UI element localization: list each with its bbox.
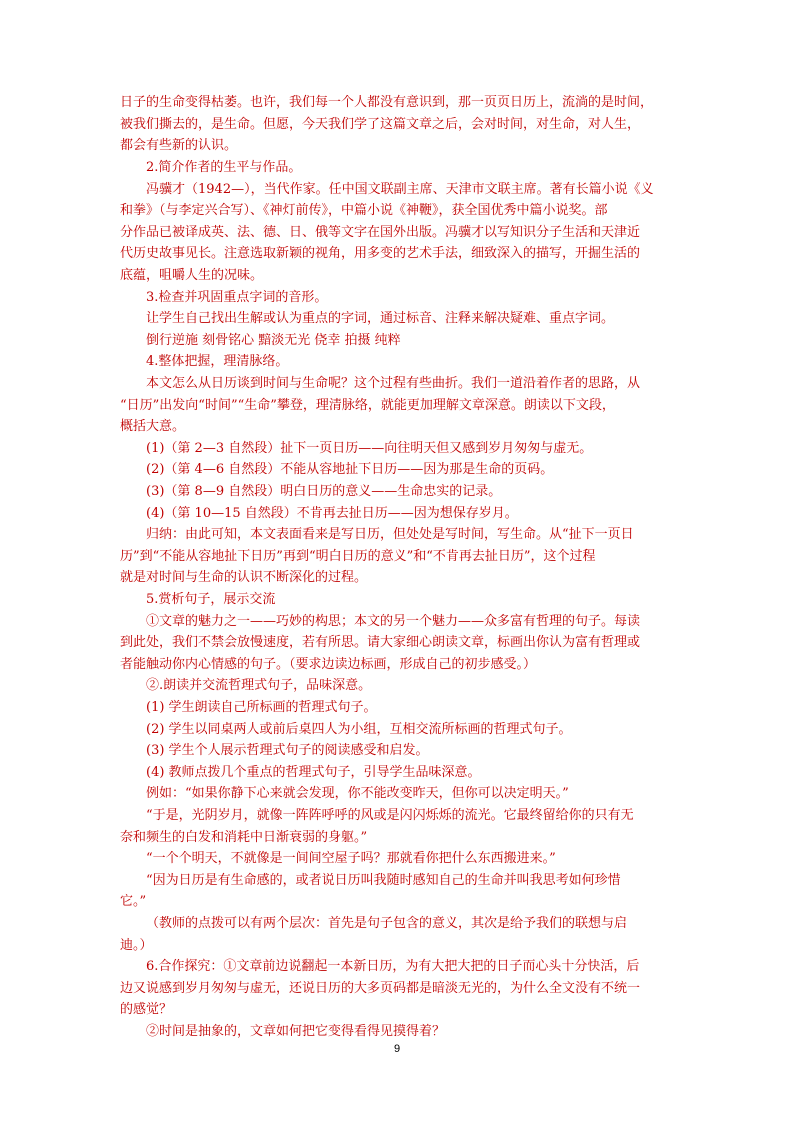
text-line: 代历史故事见长。注意选取新颖的视角，用多变的艺术手法，细致深入的描写，开掘生活的: [120, 246, 641, 261]
text-line: 它。”: [120, 894, 147, 909]
text-line: 到此处，我们不禁会放慢速度，若有所思。请大家细心朗读文章，标画出你认为富有哲理或: [120, 635, 641, 650]
text-line: 例如：“如果你静下心来就会发现，你不能改变昨天，但你可以决定明天。”: [146, 786, 569, 801]
text-line: “一个个明天，不就像是一间间空屋子吗？那就看你把什么东西搬进来。”: [146, 851, 556, 866]
text-line: 被我们撕去的，是生命。但愿，今天我们学了这篇文章之后，会对时间，对生命，对人生，: [120, 117, 641, 132]
text-line: 就是对时间与生命的认识不断深化的过程。: [120, 570, 368, 585]
text-line: 和拳》（与李定兴合写）、《神灯前传》，中篇小说《神鞭》，获全国优秀中篇小说奖。部: [120, 203, 608, 218]
text-line: 历”到“不能从容地扯下日历”再到“明白日历的意义”和“不肯再去扯日历”，这个过程: [120, 549, 596, 564]
section-heading: 4.整体把握，理清脉络。: [146, 354, 289, 369]
text-line: 都会有些新的认识。: [120, 138, 238, 153]
list-item: (3) 学生个人展示哲理式句子的阅读感受和启发。: [146, 743, 429, 758]
list-item: (1)（第 2—3 自然段）扯下一页日历——向往明天但又感到岁月匆匆与虚无。: [146, 441, 593, 456]
list-item: (4)（第 10—15 自然段）不肯再去扯日历——因为想保存岁月。: [146, 506, 518, 521]
section-heading: 2.简介作者的生平与作品。: [146, 160, 302, 175]
text-line: 边又说感到岁月匆匆与虚无，还说日历的大多页码都是暗淡无光的，为什么全文没有不统一: [120, 981, 641, 996]
list-item: (2) 学生以同桌两人或前后桌四人为小组，互相交流所标画的哲理式句子。: [146, 722, 572, 737]
text-line: 日子的生命变得枯萎。也许，我们每一个人都没有意识到，那一页页日历上，流淌的是时间，: [120, 95, 654, 110]
text-line: “于是，光阴岁月，就像一阵阵呼呼的风或是闪闪烁烁的流光。它最终留给你的只有无: [146, 808, 634, 823]
list-item: (3)（第 8—9 自然段）明白日历的意义——生命忠实的记录。: [146, 484, 502, 499]
text-line: 本文怎么从日历谈到时间与生命呢？这个过程有些曲折。我们一道沿着作者的思路，从: [146, 376, 641, 391]
text-line: 者能触动你内心情感的句子。（要求边读边标画，形成自己的初步感受。）: [120, 657, 537, 672]
text-line: 奈和频生的白发和消耗中日渐衰弱的身躯。”: [120, 830, 368, 845]
text-line: ②时间是抽象的，文章如何把它变得看得见摸得着？: [146, 1024, 446, 1039]
text-line: 让学生自己找出生解或认为重点的字词，通过标音、注释来解决疑难、重点字词。: [146, 311, 615, 326]
section-heading: 3.检查并巩固重点字词的音形。: [146, 290, 328, 305]
text-line: “日历”出发向“时间”“生命”攀登，理清脉络，就能更加理解文章深意。朗读以下文段，: [120, 398, 615, 413]
text-line: （教师的点拨可以有两个层次：首先是句子包含的意义，其次是给予我们的联想与启: [146, 916, 628, 931]
vocab-list: 倒行逆施 刻骨铭心 黯淡无光 侥幸 拍摄 纯粹: [146, 333, 401, 348]
list-item: (2)（第 4—6 自然段）不能从容地扯下日历——因为那是生命的页码。: [146, 462, 554, 477]
list-item: (1) 学生朗读自己所标画的哲理式句子。: [146, 700, 377, 715]
text-line: ②.朗读并交流哲理式句子，品味深意。: [146, 678, 372, 693]
section-heading: 6.合作探究：①文章前边说翻起一本新日历，为有大把大把的日子而心头十分快活，后: [146, 959, 640, 974]
text-line: 冯骥才（1942—），当代作家。任中国文联副主席、天津市文联主席。著有长篇小说《义: [146, 182, 654, 197]
section-heading: 5.赏析句子，展示交流: [146, 592, 276, 607]
page-number: 9: [393, 1043, 401, 1055]
text-line: 概括大意。: [120, 419, 186, 434]
text-line: ①文章的魅力之一——巧妙的构思；本文的另一个魅力——众多富有哲理的句子。每读: [146, 614, 641, 629]
text-line: 分作品已被译成英、法、德、日、俄等文字在国外出版。冯骥才以写知识分子生活和天津近: [120, 225, 641, 240]
list-item: (4) 教师点拨几个重点的哲理式句子，引导学生品味深意。: [146, 765, 481, 780]
text-line: 归纳：由此可知，本文表面看来是写日历，但处处是写时间，写生命。从“扯下一页日: [146, 527, 634, 542]
text-line: 迪。）: [120, 938, 153, 953]
text-line: 底蕴，咀嚼人生的况味。: [120, 268, 264, 283]
text-line: 的感觉？: [120, 1002, 173, 1017]
text-line: “因为日历是有生命感的，或者说日历叫我随时感知自己的生命并叫我思考如何珍惜: [146, 873, 621, 888]
